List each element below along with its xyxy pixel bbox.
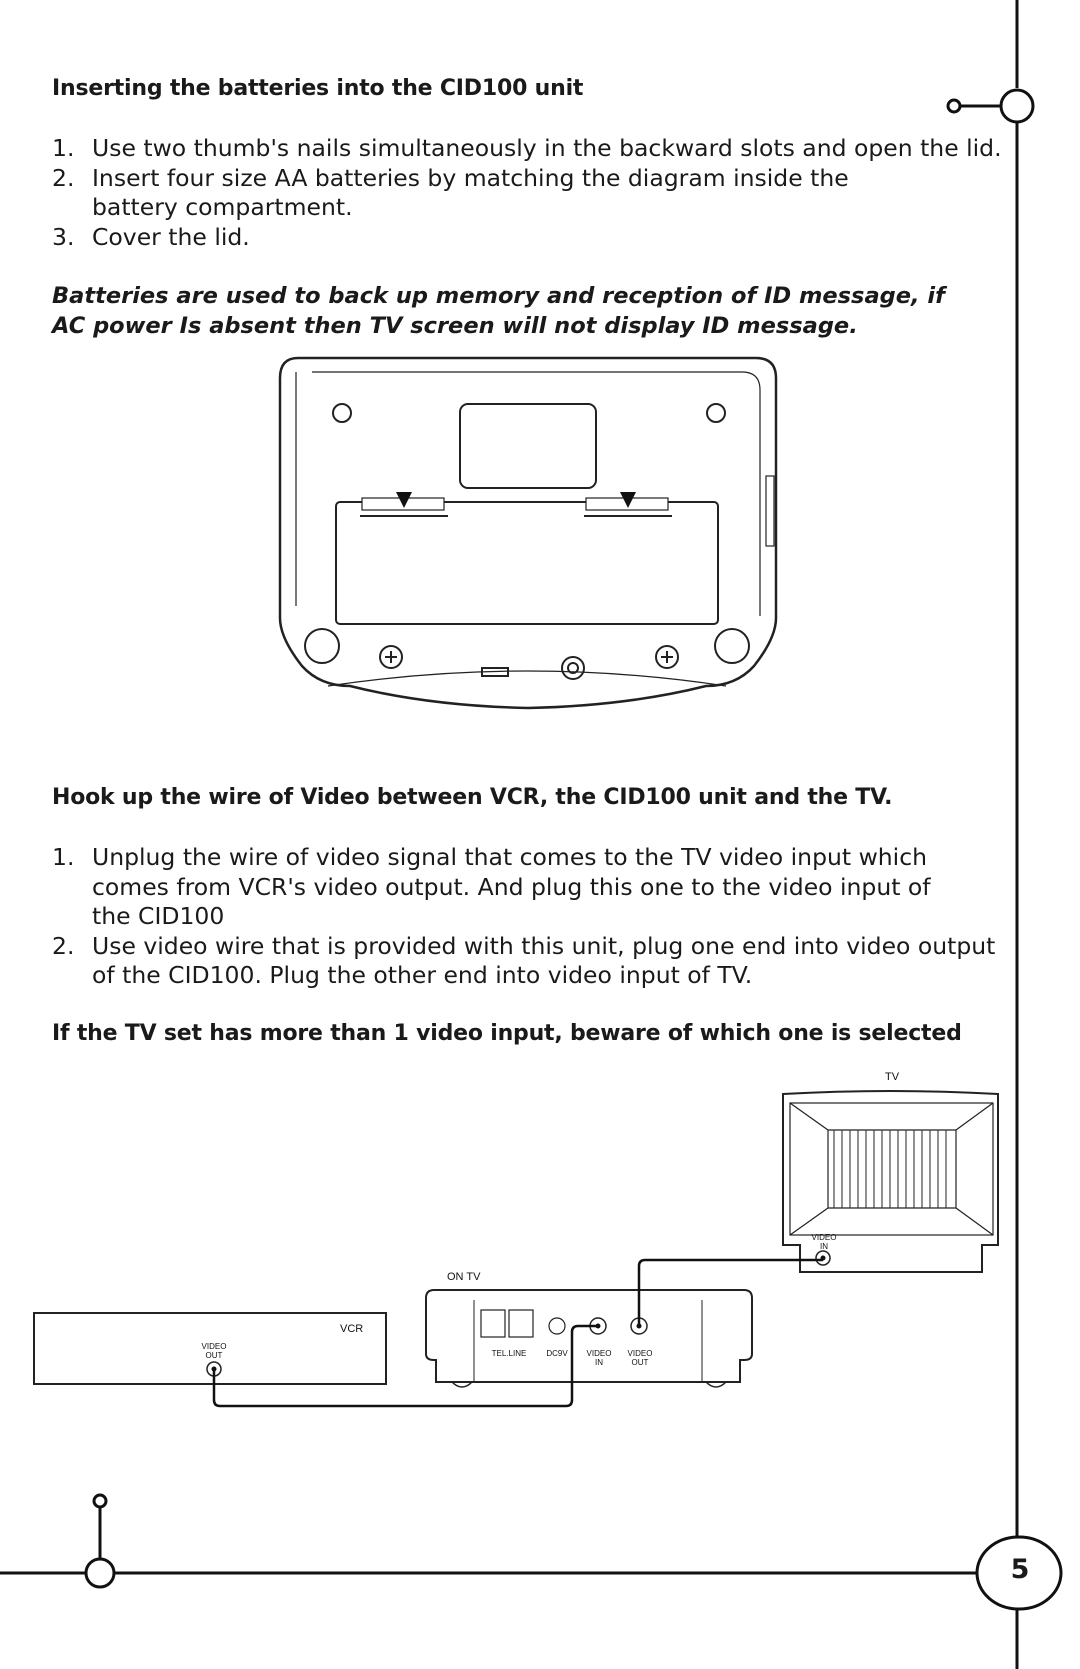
vcr-video-out-label: VIDEO (201, 1342, 227, 1351)
video-section-heading: Hook up the wire of Video between VCR, the CID100 unit and the TV. (52, 785, 893, 810)
battery-steps-list (52, 134, 1012, 252)
unit-video-in-label: VIDEO (586, 1349, 612, 1358)
battery-compartment-illustration (276, 356, 781, 718)
tv-video-in-label-2: IN (820, 1242, 828, 1251)
video-input-warning: If the TV set has more than 1 video input, beware of which one is selected (52, 1021, 962, 1046)
list-item: 3. Cover the lid. (52, 222, 250, 251)
tv-illustration (783, 1091, 998, 1272)
video-steps-list (52, 843, 1012, 991)
cid100-unit-illustration (426, 1290, 752, 1387)
list-item: 1. Use two thumb's nails simultaneously in the backward slots and open the lid. (52, 134, 1002, 162)
video-wiring-diagram (0, 1060, 1080, 1420)
tel-line-label: TEL.LINE (491, 1349, 527, 1358)
list-item: 2. Use video wire that is provided with this unit, plug one end into video output of the CID100. Plug the other end into video input of TV. (52, 931, 996, 989)
list-item: 1. Unplug the wire of video signal that comes to the TV video input which comes from VCR's video output. And plug this one to the video input of the CID100 (52, 843, 931, 930)
unit-video-in-label-2: IN (595, 1358, 603, 1367)
tv-video-in-label: VIDEO (811, 1233, 837, 1242)
tv-label: TV (885, 1071, 900, 1083)
page-number: 5 (1010, 1554, 1030, 1585)
list-item: 2. Insert four size AA batteries by matching the diagram inside the battery compartment. (52, 163, 849, 221)
unit-video-out-label: VIDEO (627, 1349, 653, 1358)
vcr-video-out-label-2: OUT (205, 1351, 223, 1360)
on-tv-label: ON TV (447, 1271, 481, 1283)
battery-section-heading: Inserting the batteries into the CID100 unit (52, 76, 584, 101)
dc9v-label: DC9V (546, 1349, 568, 1358)
unit-video-out-label-2: OUT (631, 1358, 649, 1367)
battery-note: Batteries are used to back up memory and reception of ID message, if AC power Is absent then TV screen will not display ID message. (52, 283, 945, 339)
vcr-label: VCR (340, 1323, 364, 1335)
